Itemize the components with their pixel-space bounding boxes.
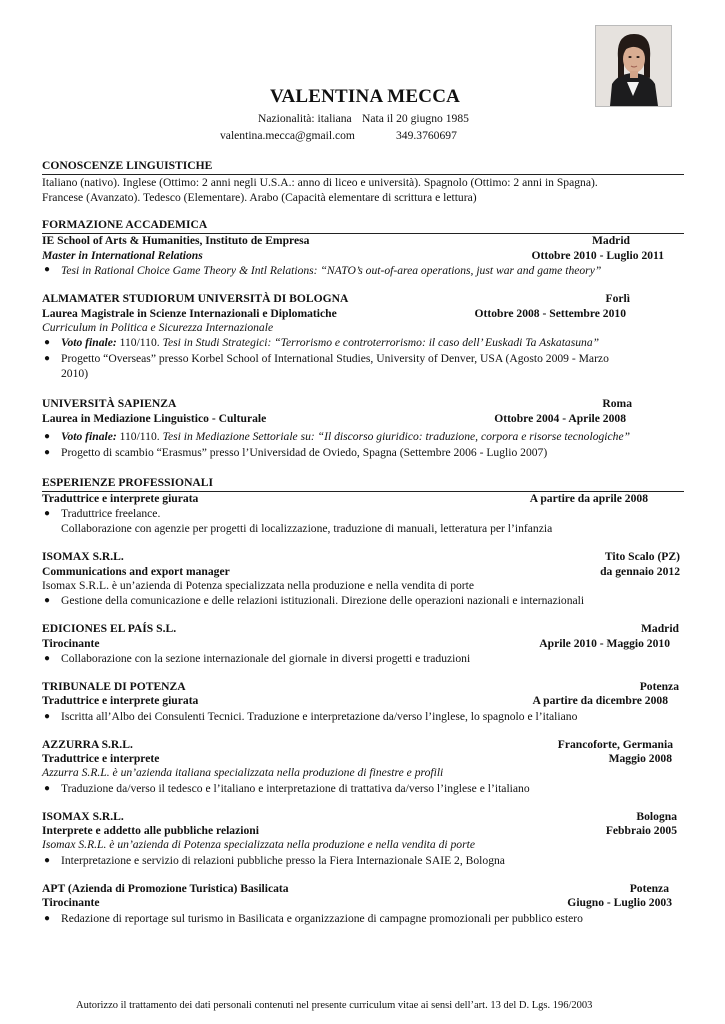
education-3-degree: Laurea in Mediazione Linguistico - Culturale [42,412,267,425]
bullet-icon: ● [44,711,51,722]
education-2-bullet-2-cont: 2010) [61,367,89,380]
experience-4-company: TRIBUNALE DI POTENZA [42,680,186,693]
experience-3-role: Tirocinante [42,637,100,650]
section-heading-languages: CONOSCENZE LINGUISTICHE [42,159,213,172]
experience-5-description: Azzurra S.R.L. è un’azienda italiana specializzata nella produzione di finestre e profili [42,766,444,779]
portrait-image [596,26,671,106]
education-1-degree: Master in International Relations [42,249,203,262]
experience-5-dates: Maggio 2008 [608,752,672,765]
education-2-dates: Ottobre 2008 - Settembre 2010 [474,307,626,320]
experience-1-dates: A partire da aprile 2008 [529,492,648,505]
experience-6-company: ISOMAX S.R.L. [42,810,124,823]
languages-line-1: Italiano (nativo). Inglese (Ottimo: 2 anni negli U.S.A.: anno di liceo e università). Spagnolo (Ottimo: 2 anni in Spagna). [42,176,598,189]
experience-2-city: Tito Scalo (PZ) [604,550,680,563]
education-3-school: UNIVERSITÀ SAPIENZA [42,397,177,410]
section-divider [42,174,684,175]
experience-5-company: AZZURRA S.R.L. [42,738,133,751]
bullet-icon: ● [44,855,51,866]
education-1-dates: Ottobre 2010 - Luglio 2011 [531,249,664,262]
experience-1-bullet-1-cont: Collaborazione con agenzie per progetti di localizzazione, traduzione di manuali, letteratura per l’infanzia [61,522,553,535]
experience-2-bullet-1: Gestione della comunicazione e delle relazioni istituzionali. Direzione delle operazioni nazionali e internazionali [61,594,585,607]
education-3-dates: Ottobre 2004 - Aprile 2008 [494,412,626,425]
experience-1-role: Traduttrice e interprete giurata [42,492,199,505]
bullet-icon: ● [44,913,51,924]
bullet-icon: ● [44,353,51,364]
experience-1-bullet-1: Traduttrice freelance. [61,507,161,520]
experience-7-role: Tirocinante [42,896,100,909]
education-2-school: ALMAMATER STUDIORUM UNIVERSITÀ DI BOLOGNA [42,292,349,305]
experience-5-city: Francoforte, Germania [557,738,673,751]
profile-photo [595,25,672,107]
experience-3-company: EDICIONES EL PAÍS S.L. [42,622,177,635]
experience-6-bullet-1: Interpretazione e servizio di relazioni pubbliche presso la Fiera Internazionale SAIE 2, Bologna [61,854,505,867]
bullet-icon: ● [44,595,51,606]
experience-2-dates: da gennaio 2012 [600,565,680,578]
experience-4-city: Potenza [639,680,679,693]
education-1-school: IE School of Arts & Humanities, Instituto de Empresa [42,234,310,247]
experience-2-role: Communications and export manager [42,565,230,578]
experience-6-role: Interprete e addetto alle pubbliche relazioni [42,824,259,837]
education-2-bullet-1: Voto finale: 110/110. Tesi in Studi Strategici: “Terrorismo e controterrorismo: il caso dell’ Euskadi Ta Askatasuna” [61,336,600,349]
experience-6-dates: Febbraio 2005 [605,824,677,837]
experience-6-description: Isomax S.R.L. è un’azienda di Potenza specializzata nella produzione e nella vendita di porte [42,838,475,851]
education-1-bullet-1: Tesi in Rational Choice Game Theory & Intl Relations: “NATO’s out-of-area operations, just war and game theory” [61,264,602,277]
experience-3-bullet-1: Collaborazione con la sezione internazionale del giornale in diversi progetti e traduzioni [61,652,471,665]
experience-6-city: Bologna [636,810,677,823]
education-2-city: Forlì [605,292,630,305]
education-2-degree: Laurea Magistrale in Scienze Internazionali e Diplomatiche [42,307,337,320]
languages-line-2: Francese (Avanzato). Tedesco (Elementare). Arabo (Capacità elementare di scrittura e lettura) [42,191,477,204]
phone-number: 349.3760697 [396,129,457,142]
experience-4-bullet-1: Iscritta all’Albo dei Consulenti Tecnici. Traduzione e interpretazione da/verso l’inglese, lo spagnolo e l’italiano [61,710,578,723]
privacy-consent-footer: Autorizzo il trattamento dei dati personali contenuti nel presente curriculum vitae ai sensi dell’art. 13 del D. Lgs. 196/2003 [76,1000,593,1011]
email-address: valentina.mecca@gmail.com [220,129,355,142]
experience-7-company: APT (Azienda di Promozione Turistica) Basilicata [42,882,289,895]
section-heading-education: FORMAZIONE ACCADEMICA [42,218,208,231]
experience-7-city: Potenza [629,882,669,895]
experience-5-role: Traduttrice e interprete [42,752,160,765]
experience-7-dates: Giugno - Luglio 2003 [567,896,672,909]
education-3-bullet-2: Progetto di scambio “Erasmus” presso l’Universidad de Oviedo, Spagna (Settembre 2006 - Luglio 2007) [61,446,548,459]
nationality: Nazionalità: italiana [258,112,352,125]
bullet-icon: ● [44,447,51,458]
bullet-icon: ● [44,653,51,664]
experience-5-bullet-1: Traduzione da/verso il tedesco e l’italiano e interpretazione di trattativa da/verso l’inglese e l’italiano [61,782,530,795]
experience-3-dates: Aprile 2010 - Maggio 2010 [539,637,670,650]
bullet-icon: ● [44,337,51,348]
experience-4-dates: A partire da dicembre 2008 [532,694,668,707]
experience-4-role: Traduttrice e interprete giurata [42,694,199,707]
education-3-city: Roma [602,397,632,410]
experience-3-city: Madrid [640,622,679,635]
bullet-icon: ● [44,264,51,275]
section-heading-experience: ESPERIENZE PROFESSIONALI [42,476,214,489]
candidate-name: VALENTINA MECCA [270,86,461,107]
education-2-bullet-2: Progetto “Overseas” presso Korbel School of International Studies, University of Denver, USA (Agosto 2009 - Marzo [61,352,609,365]
experience-2-company: ISOMAX S.R.L. [42,550,124,563]
experience-7-bullet-1: Redazione di reportage sul turismo in Basilicata e organizzazione di campagne promozionali per pubblico estero [61,912,583,925]
experience-2-description: Isomax S.R.L. è un’azienda di Potenza specializzata nella produzione e nella vendita di porte [42,579,475,592]
education-1-city: Madrid [591,234,630,247]
bullet-icon: ● [44,431,51,442]
bullet-icon: ● [44,508,51,519]
education-2-curriculum: Curriculum in Politica e Sicurezza Internazionale [42,321,274,334]
bullet-icon: ● [44,783,51,794]
birth-date: Nata il 20 giugno 1985 [362,112,469,125]
education-3-bullet-1: Voto finale: 110/110. Tesi in Mediazione Settoriale su: “Il discorso giuridico: traduzione, corpora e risorse tecnologiche” [61,430,631,443]
